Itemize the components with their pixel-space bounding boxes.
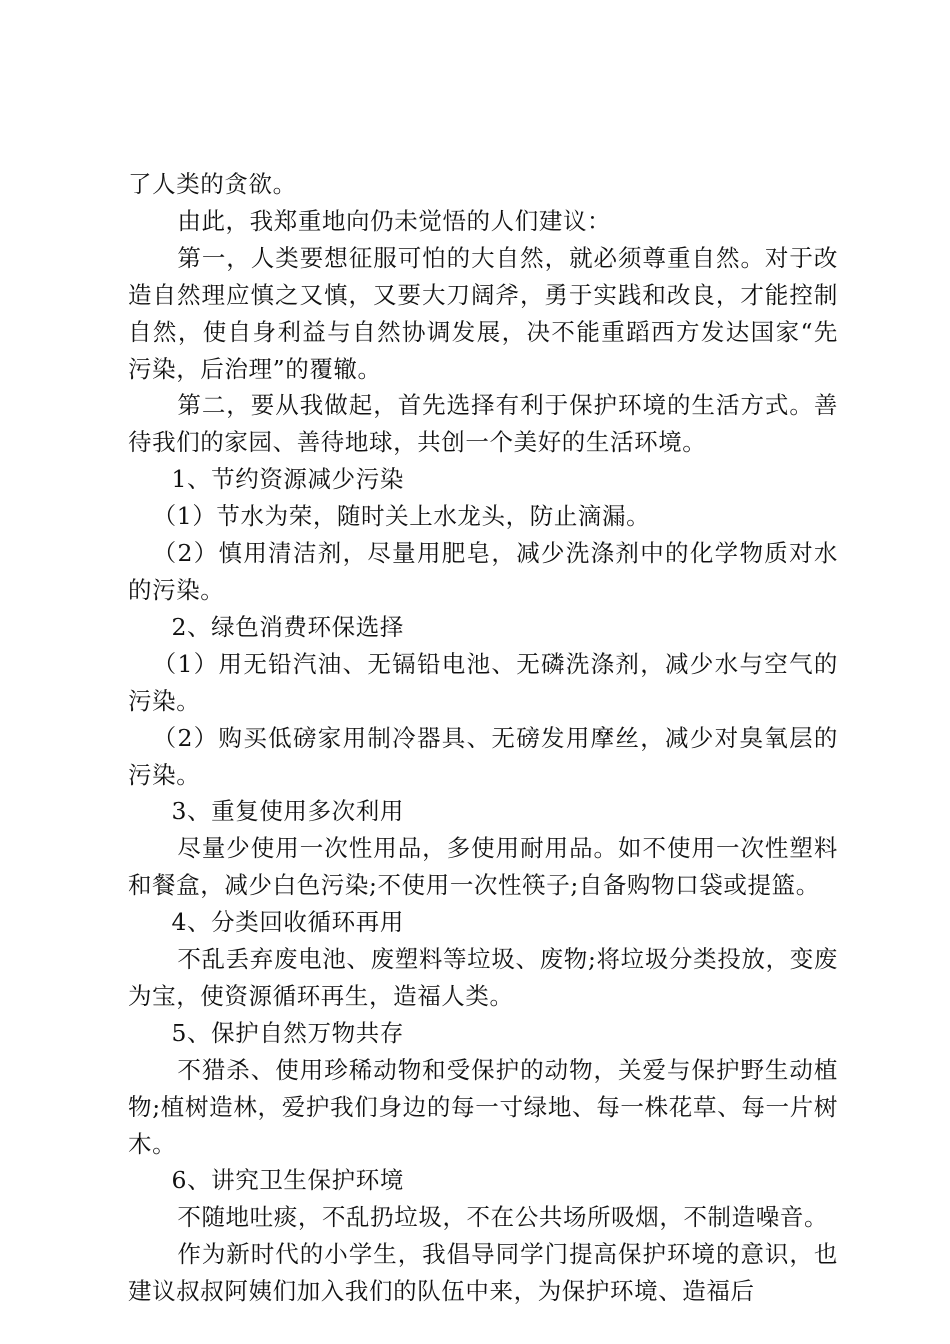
paragraph-continuation: 了人类的贪欲。 [128,170,297,198]
heading-hygiene: 6、讲究卫生保护环境 [171,1166,404,1195]
document-body [128,166,838,1310]
paragraph-reuse: 尽量少使用一次性用品，多使用耐用品。如不使用一次性塑料和餐盒，减少白色污染;不使用一次性筷子;自备购物口袋或提篮。 [128,834,838,900]
paragraph-intro: 由此，我郑重地向仍未觉悟的人们建议： [177,206,612,235]
heading-save-resources: 1、节约资源减少污染 [171,465,404,494]
paragraph-recycle: 不乱丢弃废电池、废塑料等垃圾、废物;将垃圾分类投放，变废为宝，使资源循环再生，造福人类。 [128,945,838,1010]
paragraph-hygiene: 不随地吐痰，不乱扔垃圾，不在公共场所吸烟，不制造噪音。 [177,1203,829,1232]
paragraph-first-point: 第一，人类要想征服可怕的大自然，就必须尊重自然。对于改造自然理应慎之又慎，又要大刀阔斧，勇于实践和改良，才能控制自然，使自身利益与自然协调发展，决不能重蹈西方发达国家“先污染，后治理”的覆辙。 [128,243,838,383]
heading-recycle: 4、分类回收循环再用 [171,908,404,937]
paragraph-closing: 作为新时代的小学生，我倡导同学门提高保护环境的意识，也建议叔叔阿姨们加入我们的队伍中来，为保护环境、造福后 [128,1240,838,1306]
heading-reuse: 3、重复使用多次利用 [171,797,404,826]
list-item-save-water: （1）节水为荣，随时关上水龙头，防止滴漏。 [152,502,651,531]
list-item-cleaning-agent: （2）慎用清洁剂，尽量用肥皂，减少洗涤剂中的化学物质对水的污染。 [128,539,838,604]
list-item-ozone: （2）购买低磅家用制冷器具、无磅发用摩丝，减少对臭氧层的污染。 [128,723,838,789]
paragraph-second-point: 第二，要从我做起，首先选择有利于保护环境的生活方式。善待我们的家园、善待地球，共创一个美好的生活环境。 [128,391,838,457]
list-item-unleaded: （1）用无铅汽油、无镉铅电池、无磷洗涤剂，减少水与空气的污染。 [128,649,838,715]
heading-green-consumption: 2、绿色消费环保选择 [171,612,404,641]
paragraph-protect-nature: 不猎杀、使用珍稀动物和受保护的动物，关爱与保护野生动植物;植树造林，爱护我们身边的每一寸绿地、每一株花草、每一片树木。 [128,1055,838,1158]
heading-protect-nature: 5、保护自然万物共存 [171,1018,404,1047]
